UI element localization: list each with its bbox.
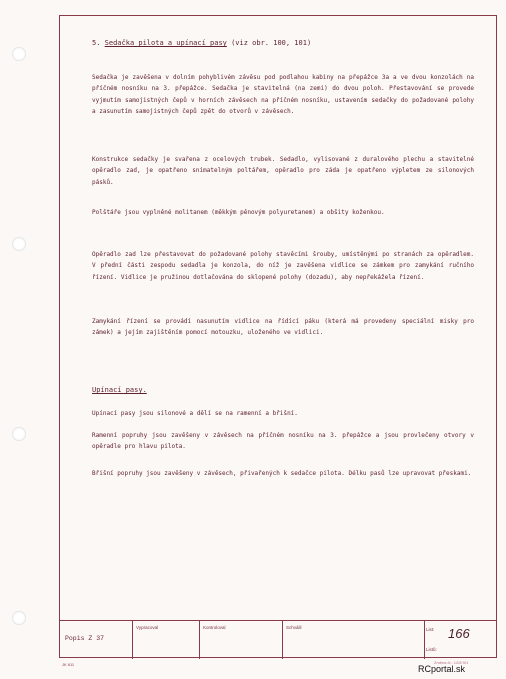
paragraph-6: Upínací pasy jsou silonové a dělí se na ramenní a břišní. bbox=[92, 410, 298, 417]
punch-hole bbox=[12, 237, 26, 251]
punch-hole bbox=[12, 47, 26, 61]
subheading: Upínací pasy. bbox=[92, 386, 147, 394]
section-title: Sedačka pilota a upínací pasy bbox=[104, 39, 227, 47]
section-number: 5. bbox=[92, 39, 101, 47]
listu-label: Listů: bbox=[426, 647, 437, 652]
footer-cell-kontroloval bbox=[199, 621, 282, 659]
paragraph-7: Ramenní popruhy jsou zavěšeny v závěsech na příčném nosníku na 3. přepážce a jsou provlečeny otvory v opěradle pro hlavu pilota. bbox=[92, 432, 474, 451]
footer-cell-vypracoval bbox=[132, 621, 199, 659]
footer-kontroloval-label: Kontroloval bbox=[203, 625, 226, 630]
punch-hole bbox=[12, 611, 26, 625]
change-note: Změna čl.: 12/8 9/1 bbox=[434, 660, 469, 665]
footer-cell-schvalil bbox=[282, 621, 424, 659]
paragraph-8: Břišní popruhy jsou zavěšeny v závěsech, přivařených k sedačce pilota. Délku pasů lze upravovat přeskami. bbox=[92, 470, 472, 477]
punch-hole bbox=[12, 427, 26, 441]
paragraph-2: Konstrukce sedačky je svařena z ocelových trubek. Sedadlo, vylisované z duralového plechu a stavitelné opěradlo zad, je opatřeno snímatelným poltářem, opěradlo pro záda je opatřeno výpletem ze silonových pásků. bbox=[92, 156, 474, 186]
page-number: 166 bbox=[448, 626, 470, 641]
footer-table bbox=[59, 620, 497, 658]
paragraph-3: Polštáře jsou vyplněné molitanem (měkkým pěnovým polyuretanem) a obšity koženkou. bbox=[92, 209, 385, 216]
paragraph-5: Zamykání řízení se provádí nasunutím vidlice na řídící páku (která má provedeny speciální misky pro zámek) a jejím zajištěním pomocí motouzku, uloženého ve vidlici. bbox=[92, 318, 474, 337]
paragraph-4: Opěradlo zad lze přestavovat do požadované polohy stavěcími šrouby, umístěnými po stranách za opěradlem. V přední části zespodu sedadla je konzola, do níž je zavěšena vidlice se zámkem pro zamykání ručního řízení. Vidlice je pružinou dotlačována do sklopené polohy (dozadu), aby nepřekážela řízení. bbox=[92, 251, 474, 281]
form-code: JK 611 bbox=[62, 662, 75, 667]
paragraph-1: Sedačka je zavěšena v dolním pohyblivém závěsu pod podlahou kabiny na přepážce 3a a ve dvou konzolách na příčném nosníku na 3. přepážce. Sedačka je stavitelná (na zemi) do dvou poloh. Přestavování se provede vyjmutím samojistných čepů v horních závěsech na příčném nosníku, ustavením sedačky do požadované polohy a zasunutím samojistných čepů zpět do otvorů v závěsech. bbox=[92, 74, 474, 116]
section-heading bbox=[92, 39, 311, 47]
footer-vypracoval-label: Vypracoval bbox=[136, 625, 159, 630]
footer-popis: Popis Z 37 bbox=[65, 635, 105, 642]
section-ref: (viz obr. 100, 101) bbox=[231, 39, 312, 47]
footer-schvalil-label: Schválil bbox=[286, 625, 302, 630]
watermark: RCportal.sk bbox=[418, 664, 466, 674]
list-label: List: bbox=[426, 627, 435, 632]
